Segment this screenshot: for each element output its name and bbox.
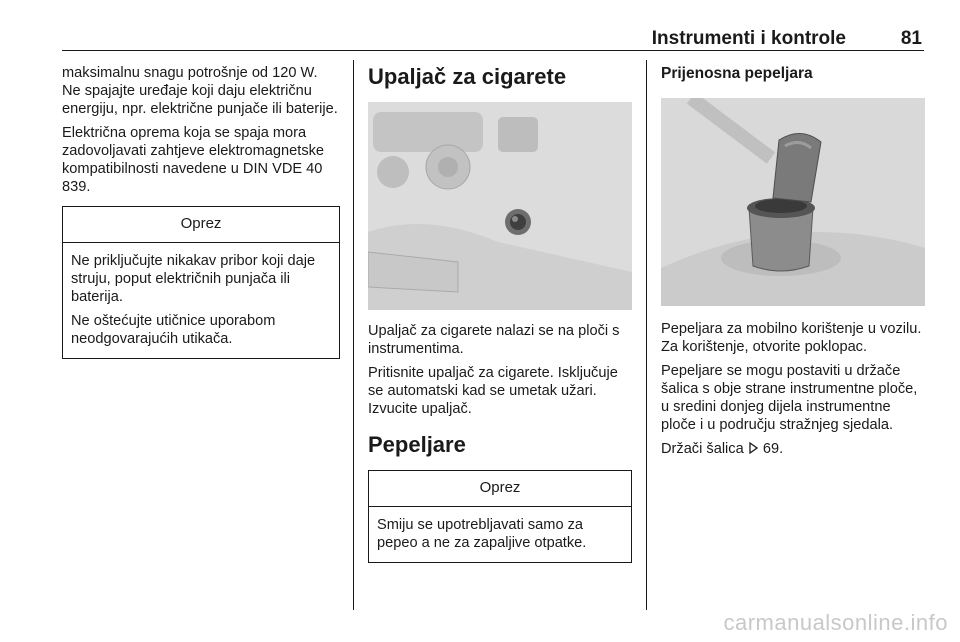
page-header	[62, 28, 924, 51]
cigarette-lighter-drawing	[368, 102, 632, 310]
paragraph: Električna oprema koja se spaja mora zadovoljavati zahtjeve elektromagnetske kompatibilnosti navedene u DIN VDE 40 839.	[62, 125, 325, 195]
ref-arrow-icon	[748, 441, 759, 459]
paragraph: maksimalnu snagu potrošnje od 120 W. Ne spajajte uređaje koji daju električnu energiju, npr. električne punjače ili baterije.	[62, 65, 338, 117]
paragraph: Pritisnite upaljač za cigarete. Isključuje se automatski kad se umetak užari. Izvucite upaljač.	[368, 365, 618, 417]
section-heading: Upaljač za cigarete	[368, 64, 567, 89]
paragraph: Upaljač za cigarete nalazi se na ploči s instrumentima.	[368, 323, 620, 357]
page-header-title: Instrumenti i kontrole	[651, 28, 846, 49]
column-divider	[353, 60, 354, 610]
page-number: 81	[900, 28, 922, 49]
section-heading: Pepeljare	[368, 432, 466, 457]
page-reference-link[interactable]: 69.	[762, 441, 784, 457]
warning-box	[368, 470, 632, 563]
paragraph: Pepeljara za mobilno korištenje u vozilu. Za korištenje, otvorite poklopac.	[661, 321, 922, 355]
watermark: carmanualsonline.info	[723, 610, 948, 635]
portable-ashtray-illustration	[661, 98, 925, 306]
warning-text: Ne priključujte nikakav pribor koji daje struju, poput električnih punjača ili baterija.	[71, 253, 316, 305]
cross-reference-label: Držači šalica	[661, 441, 744, 457]
section-heading: Prijenosna pepeljara	[661, 65, 813, 82]
column-left	[62, 64, 340, 359]
portable-ashtray-drawing	[661, 98, 925, 306]
column-middle	[368, 64, 632, 563]
cross-reference	[661, 440, 925, 459]
column-divider	[646, 60, 647, 610]
warning-box	[62, 206, 340, 359]
warning-text: Smiju se upotrebljavati samo za pepeo a ne za zapaljive otpatke.	[377, 517, 587, 551]
warning-title: Oprez	[369, 471, 631, 507]
paragraph: Pepeljare se mogu postaviti u držače šalica s obje strane instrumentne ploče, u sredini donjeg dijela instrumentne ploče i u području stražnjeg sjedala.	[661, 363, 918, 433]
cigarette-lighter-illustration	[368, 102, 632, 310]
warning-title: Oprez	[63, 207, 339, 243]
column-right	[661, 64, 925, 465]
warning-text: Ne oštećujte utičnice uporabom neodgovarajućih utikača.	[71, 313, 276, 347]
